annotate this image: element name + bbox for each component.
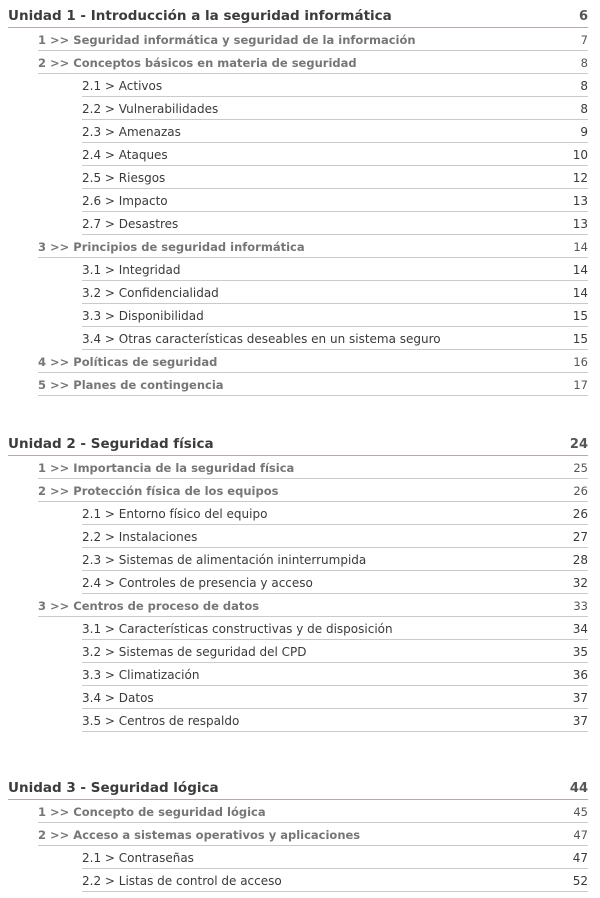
- toc-subsection-entry: [82, 548, 588, 571]
- section-number: 2 >>: [38, 55, 70, 70]
- entry-page-number: 8: [580, 102, 588, 116]
- toc-subsection-entry: [82, 617, 588, 640]
- entry-page-number: 47: [573, 827, 588, 842]
- section-label: [38, 598, 260, 617]
- toc-section-entry: [38, 28, 588, 51]
- toc-subsection-entry: [82, 502, 588, 525]
- toc-section-entry: [38, 823, 588, 846]
- unit-page-number: 24: [569, 437, 588, 452]
- entry-page-number: 16: [573, 354, 588, 369]
- subsection-title: 2.6 > Impacto: [82, 194, 168, 208]
- entry-page-number: 33: [573, 598, 588, 613]
- subsection-title: 2.7 > Desastres: [82, 217, 179, 231]
- subsection-title: 3.4 > Datos: [82, 691, 154, 705]
- entry-page-number: 26: [572, 507, 588, 521]
- entry-page-number: 14: [572, 263, 588, 277]
- section-label: [38, 460, 295, 479]
- entry-page-number: 15: [572, 332, 588, 346]
- unit-page-number: 44: [569, 781, 588, 796]
- toc-subsection-entry: [82, 869, 588, 892]
- section-number: 5 >>: [38, 377, 70, 392]
- section-number: 3 >>: [38, 239, 70, 254]
- entry-page-number: 8: [580, 79, 588, 93]
- toc-subsection-entry: [82, 571, 588, 594]
- unit-block: [0, 4, 600, 396]
- section-number: 1 >>: [38, 32, 70, 47]
- subsection-title: 3.2 > Confidencialidad: [82, 286, 219, 300]
- toc-subsection-entry: [82, 166, 588, 189]
- entry-page-number: 32: [572, 576, 588, 590]
- toc-subsection-entry: [82, 212, 588, 235]
- unit-block: [0, 776, 600, 892]
- section-number: 2 >>: [38, 827, 70, 842]
- entry-page-number: 52: [572, 874, 588, 888]
- toc-subsection-entry: [82, 846, 588, 869]
- entry-page-number: 25: [573, 460, 588, 475]
- toc-subsection-entry: [82, 97, 588, 120]
- entry-page-number: 13: [572, 217, 588, 231]
- unit-title: Unidad 1 - Introducción a la seguridad informática: [8, 7, 392, 24]
- section-label: [38, 239, 305, 258]
- unit-heading: [8, 4, 588, 28]
- toc-section-entry: [38, 479, 588, 502]
- entry-page-number: 36: [572, 668, 588, 682]
- toc-subsection-entry: [82, 120, 588, 143]
- subsection-title: 3.3 > Disponibilidad: [82, 309, 204, 323]
- toc-subsection-entry: [82, 304, 588, 327]
- toc-section-entry: [38, 235, 588, 258]
- section-title: Conceptos básicos en materia de seguridad: [73, 55, 357, 70]
- entry-page-number: 12: [572, 171, 588, 185]
- subsection-title: 2.2 > Instalaciones: [82, 530, 198, 544]
- subsection-title: 2.4 > Controles de presencia y acceso: [82, 576, 313, 590]
- section-label: [38, 354, 218, 373]
- toc-subsection-entry: [82, 189, 588, 212]
- section-title: Principios de seguridad informática: [73, 239, 305, 254]
- entry-page-number: 47: [572, 851, 588, 865]
- unit-title: Unidad 3 - Seguridad lógica: [8, 779, 219, 796]
- section-label: [38, 804, 266, 823]
- toc-subsection-entry: [82, 327, 588, 350]
- section-label: [38, 827, 361, 846]
- section-title: Protección física de los equipos: [73, 483, 279, 498]
- toc-subsection-entry: [82, 640, 588, 663]
- section-title: Planes de contingencia: [73, 377, 224, 392]
- subsection-title: 3.2 > Sistemas de seguridad del CPD: [82, 645, 307, 659]
- entry-page-number: 37: [572, 714, 588, 728]
- subsection-title: 2.1 > Contraseñas: [82, 851, 194, 865]
- subsection-title: 2.2 > Vulnerabilidades: [82, 102, 219, 116]
- subsection-title: 3.4 > Otras características deseables en un sistema seguro: [82, 332, 441, 346]
- section-number: 2 >>: [38, 483, 70, 498]
- entry-page-number: 17: [573, 377, 588, 392]
- entry-page-number: 14: [572, 286, 588, 300]
- subsection-title: 2.3 > Sistemas de alimentación ininterrumpida: [82, 553, 367, 567]
- subsection-title: 3.3 > Climatización: [82, 668, 200, 682]
- subsection-title: 3.1 > Integridad: [82, 263, 181, 277]
- subsection-title: 2.5 > Riesgos: [82, 171, 166, 185]
- unit-heading: [8, 432, 588, 456]
- toc-subsection-entry: [82, 74, 588, 97]
- entry-page-number: 7: [580, 32, 588, 47]
- toc-section-entry: [38, 51, 588, 74]
- subsection-title: 2.1 > Activos: [82, 79, 163, 93]
- toc-section-entry: [38, 350, 588, 373]
- unit-block: [0, 432, 600, 732]
- subsection-title: 2.1 > Entorno físico del equipo: [82, 507, 268, 521]
- entry-page-number: 45: [573, 804, 588, 819]
- section-label: [38, 377, 224, 396]
- toc-subsection-entry: [82, 709, 588, 732]
- section-title: Centros de proceso de datos: [73, 598, 260, 613]
- entry-page-number: 10: [572, 148, 588, 162]
- entry-page-number: 13: [572, 194, 588, 208]
- section-title: Concepto de seguridad lógica: [73, 804, 266, 819]
- toc-subsection-entry: [82, 686, 588, 709]
- section-title: Acceso a sistemas operativos y aplicaciones: [73, 827, 361, 842]
- section-number: 1 >>: [38, 460, 70, 475]
- entry-page-number: 34: [572, 622, 588, 636]
- toc-subsection-entry: [82, 525, 588, 548]
- toc-section-entry: [38, 594, 588, 617]
- entry-page-number: 27: [572, 530, 588, 544]
- entry-page-number: 8: [580, 55, 588, 70]
- subsection-title: 2.2 > Listas de control de acceso: [82, 874, 282, 888]
- subsection-title: 2.3 > Amenazas: [82, 125, 181, 139]
- unit-page-number: 6: [578, 9, 588, 24]
- subsection-title: 2.4 > Ataques: [82, 148, 168, 162]
- section-number: 1 >>: [38, 804, 70, 819]
- entry-page-number: 9: [580, 125, 588, 139]
- section-label: [38, 32, 416, 51]
- subsection-title: 3.5 > Centros de respaldo: [82, 714, 240, 728]
- entry-page-number: 35: [572, 645, 588, 659]
- subsection-title: 3.1 > Características constructivas y de disposición: [82, 622, 393, 636]
- unit-title: Unidad 2 - Seguridad física: [8, 435, 214, 452]
- section-number: 3 >>: [38, 598, 70, 613]
- toc-section-entry: [38, 800, 588, 823]
- toc-section-entry: [38, 456, 588, 479]
- entry-page-number: 15: [572, 309, 588, 323]
- section-number: 4 >>: [38, 354, 70, 369]
- section-label: [38, 483, 279, 502]
- unit-heading: [8, 776, 588, 800]
- entry-page-number: 37: [572, 691, 588, 705]
- toc-section-entry: [38, 373, 588, 396]
- entry-page-number: 28: [572, 553, 588, 567]
- section-title: Importancia de la seguridad física: [73, 460, 295, 475]
- toc-subsection-entry: [82, 281, 588, 304]
- section-title: Seguridad informática y seguridad de la información: [73, 32, 416, 47]
- toc-subsection-entry: [82, 258, 588, 281]
- section-label: [38, 55, 357, 74]
- entry-page-number: 26: [573, 483, 588, 498]
- entry-page-number: 14: [573, 239, 588, 254]
- toc-subsection-entry: [82, 663, 588, 686]
- section-title: Políticas de seguridad: [73, 354, 218, 369]
- toc-subsection-entry: [82, 143, 588, 166]
